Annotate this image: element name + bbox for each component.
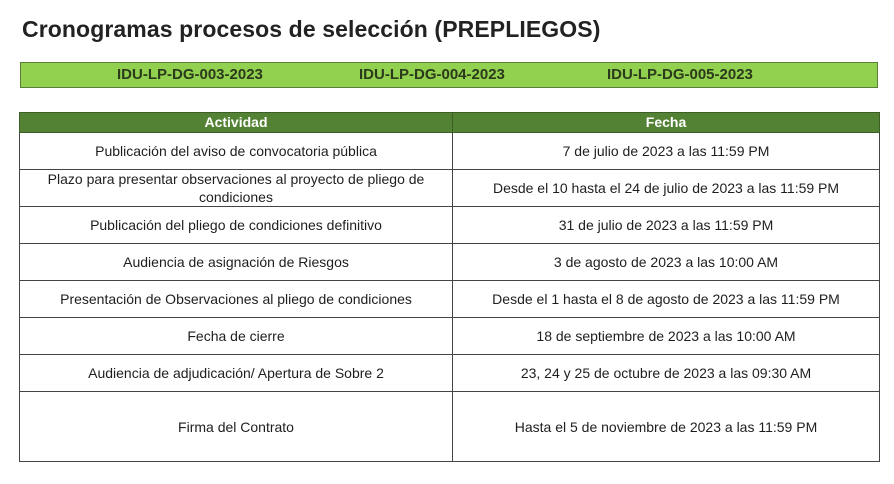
process-code-bar [20,62,878,88]
activity-cell: Publicación del pliego de condiciones definitivo [20,207,453,244]
activity-cell: Audiencia de asignación de Riesgos [20,244,453,281]
table-row [20,318,880,355]
date-cell: 3 de agosto de 2023 a las 10:00 AM [453,244,880,281]
schedule-table [19,112,880,462]
activity-cell: Plazo para presentar observaciones al proyecto de pliego de condiciones [20,170,453,207]
date-cell: 18 de septiembre de 2023 a las 10:00 AM [453,318,880,355]
activity-cell: Fecha de cierre [20,318,453,355]
process-code: IDU-LP-DG-004-2023 [359,66,505,83]
date-cell: 31 de julio de 2023 a las 11:59 PM [453,207,880,244]
page-title: Cronogramas procesos de selección (PREPLIEGOS) [22,16,601,42]
activity-cell: Firma del Contrato [20,392,453,462]
activity-cell: Audiencia de adjudicación/ Apertura de Sobre 2 [20,355,453,392]
date-cell: Desde el 10 hasta el 24 de julio de 2023 a las 11:59 PM [453,170,880,207]
date-cell: Hasta el 5 de noviembre de 2023 a las 11:59 PM [453,392,880,462]
activity-cell: Publicación del aviso de convocatoria pública [20,133,453,170]
date-cell: 23, 24 y 25 de octubre de 2023 a las 09:30 AM [453,355,880,392]
table-row [20,281,880,318]
process-code: IDU-LP-DG-005-2023 [607,66,753,83]
table-row [20,170,880,207]
process-code: IDU-LP-DG-003-2023 [117,66,263,83]
table-header-row [20,113,880,133]
date-cell: 7 de julio de 2023 a las 11:59 PM [453,133,880,170]
table-row [20,133,880,170]
column-header-date: Fecha [453,113,880,133]
table-row [20,355,880,392]
table-row [20,207,880,244]
table-row [20,392,880,462]
table-row [20,244,880,281]
activity-cell: Presentación de Observaciones al pliego de condiciones [20,281,453,318]
date-cell: Desde el 1 hasta el 8 de agosto de 2023 a las 11:59 PM [453,281,880,318]
column-header-activity: Actividad [20,113,453,133]
